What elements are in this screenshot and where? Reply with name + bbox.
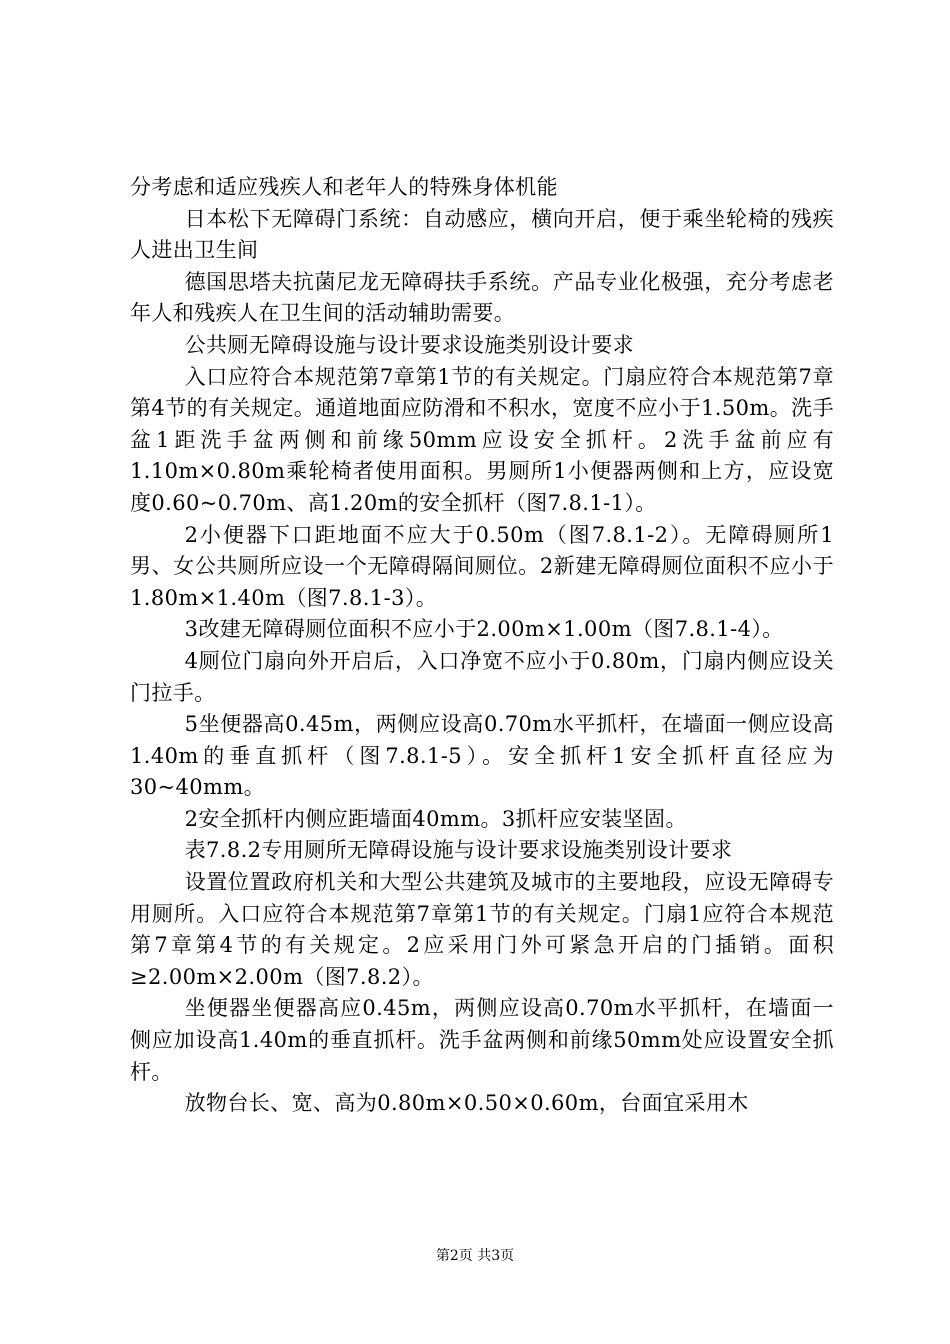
paragraph: 4厕位门扇向外开启后，入口净宽不应小于0.80m，门扇内侧应设关门拉手。 xyxy=(130,648,834,705)
body-text xyxy=(130,172,834,1120)
paragraph: 公共厕无障碍设施与设计要求设施类别设计要求 xyxy=(184,332,634,357)
paragraph: 入口应符合本规范第7章第1节的有关规定。门扇应符合本规范第7章第4节的有关规定。通道地面应防滑和不积水，宽度不应小于1.50m。洗手盆1距洗手盆两侧和前缘50mm应设安全抓杆。2洗手盆前应有1.10m×0.80m乘轮椅者使用面积。男厕所1小便器两侧和上方，应设宽度0.60~0.70m、高1.20m的安全抓杆（图7.8.1-1）。 xyxy=(130,364,834,515)
paragraph: 放物台长、宽、高为0.80m×0.50×0.60m，台面宜采用木 xyxy=(184,1091,749,1116)
paragraph: 分考虑和适应残疾人和老年人的特殊身体机能 xyxy=(130,175,558,199)
paragraph: 德国思塔夫抗菌尼龙无障碍扶手系统。产品专业化极强，充分考虑老年人和残疾人在卫生间的活动辅助需要。 xyxy=(130,269,834,326)
paragraph: 表7.8.2专用厕所无障碍设施与设计要求设施类别设计要求 xyxy=(184,838,733,863)
paragraph: 2小便器下口距地面不应大于0.50m（图7.8.1-2）。无障碍厕所1男、女公共厕所应设一个无障碍隔间厕位。2新建无障碍厕位面积不应小于1.80m×1.40m（图7.8.1-3）。 xyxy=(130,522,834,610)
paragraph: 2安全抓杆内侧应距墙面40mm。3抓杆应安装坚固。 xyxy=(184,806,687,831)
paragraph: 日本松下无障碍门系统：自动感应，横向开启，便于乘坐轮椅的残疾人进出卫生间 xyxy=(130,206,834,263)
page-footer: 第2页 共3页 xyxy=(435,1248,515,1264)
paragraph: 设置位置政府机关和大型公共建筑及城市的主要地段，应设无障碍专用厕所。入口应符合本规范第7章第1节的有关规定。门扇1应符合本规范第7章第4节的有关规定。2应采用门外可紧急开启的门插销。面积≥2.00m×2.00m（图7.8.2）。 xyxy=(130,870,834,989)
paragraph: 坐便器坐便器高应0.45m，两侧应设高0.70m水平抓杆，在墙面一侧应加设高1.40m的垂直抓杆。洗手盆两侧和前缘50mm处应设置安全抓杆。 xyxy=(130,996,834,1084)
paragraph: 5坐便器高0.45m，两侧应设高0.70m水平抓杆，在墙面一侧应设高1.40m的垂直抓杆（图7.8.1-5）。安全抓杆1安全抓杆直径应为30~40mm。 xyxy=(130,712,834,800)
paragraph: 3改建无障碍厕位面积不应小于2.00m×1.00m（图7.8.1-4）。 xyxy=(184,617,784,642)
